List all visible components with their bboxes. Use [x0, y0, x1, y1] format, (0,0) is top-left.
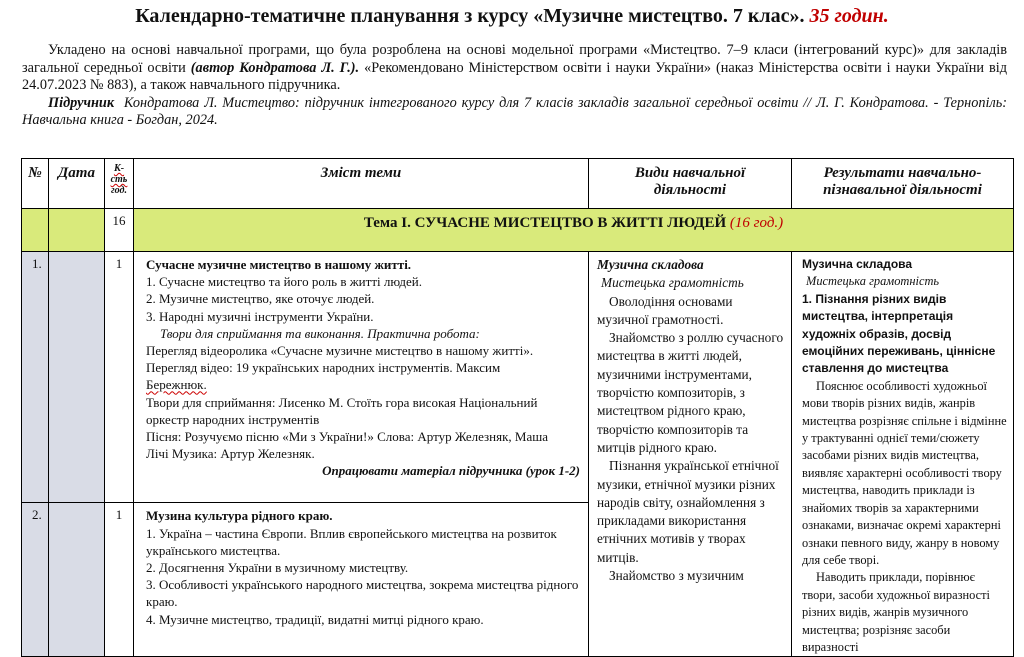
textbook-label: Підручник	[48, 94, 115, 111]
header-results-a: Результати навчально-	[823, 165, 982, 181]
header-results	[792, 159, 1014, 209]
header-content: Зміст теми	[134, 159, 589, 209]
lesson-2-hours: 1	[105, 503, 134, 657]
header-results-b: пізнавальної діяльності	[823, 182, 982, 198]
lesson-2-item-1: 1. Україна – частина Європи. Вплив європейського мистецтва на розвиток українського мистецтва.	[146, 525, 557, 558]
lesson-2-content	[134, 503, 589, 657]
lesson-2-item-3: 3. Особливості українського народного мистецтва, зокрема мистецтва рідного краю.	[146, 577, 579, 610]
lesson-2-item-4: 4. Музичне мистецтво, традиції, видатні митці рідного краю.	[146, 611, 484, 627]
activities-cell	[589, 252, 792, 657]
lesson-1-listen-b: оркестр народних інструментів	[146, 411, 320, 427]
intro-paragraph-1	[22, 42, 1007, 95]
header-hours-b: сть	[110, 174, 128, 185]
topic-date-cell	[49, 209, 105, 252]
lesson-1-hours: 1	[105, 252, 134, 503]
intro-text-a: Укладено на основі навчальної програми, що була розроблена на основі модельної програми «Мистецтво. 7–9 класи (інтегрований курс)» для закладів загальної середньої освіти	[22, 42, 1007, 76]
lesson-1-view-2b: Бережнюк.	[146, 377, 207, 393]
lesson-1-homework: Опрацювати матеріал підручника (урок 1-2)	[322, 463, 580, 479]
activities-heading: Музична складова	[597, 257, 704, 272]
results-heading: Музична складова	[802, 257, 913, 271]
planning-table	[21, 158, 1014, 657]
activities-p3: Пізнання української етнічної музики, етнічної музики різних народів світу, ознайомлення з прикладами використання етнічних мотивів у творах митців.	[597, 458, 779, 565]
lesson-1-view-2a: Перегляд відео: 19 українських народних інструментів. Максим	[146, 360, 501, 376]
lesson-1-item-2: 2. Музичне мистецтво, яке оточує людей.	[146, 291, 375, 307]
header-hours	[105, 159, 134, 209]
activities-p2: Знайомство з роллю сучасного мистецтва в житті людей, музичними інструментами, творчістю композиторів, з мистецтвом рідного краю, творчістю композиторів та митців рідного краю.	[597, 330, 784, 455]
lesson-1-date[interactable]	[49, 252, 105, 503]
lesson-2-heading: Музина культура рідного краю.	[146, 508, 333, 524]
lesson-1-works-label: Твори для сприймання та виконання. Практична робота:	[160, 325, 480, 341]
lesson-1-listen-a: Твори для сприймання: Лисенко М. Стоїть гора високая Національний	[146, 394, 538, 410]
results-p1: Пояснює особливості художньої мови творів різних видів, жанрів мистецтва розрізняє спільне і відмінне у трактуванні однієї теми/сюжету засобами різних видів мистецтва, виявляє характерні особливості твору мистецтва, наводить приклади із знайомих творів за характерними ознаками, визначає окремі характерні ознаки певного виду, жанру в новому для себе творі.	[802, 378, 1007, 567]
lesson-2-date[interactable]	[49, 503, 105, 657]
activities-sub: Мистецька грамотність	[601, 275, 744, 291]
results-p2: Наводить приклади, порівнює твори, засоби художньої виразності різних видів, жанрів музичного мистецтва; розрізняє засоби виразності	[802, 570, 990, 654]
intro-paragraph-2	[22, 95, 1007, 130]
lesson-1-song-b: Лічі Музика: Артур Железняк.	[146, 446, 315, 462]
header-hours-c: год.	[110, 185, 128, 196]
results-bold-1: 1. Пізнання різних видів мистецтва, інтерпретація художніх образів, досвід емоційних переживань, ціннісне ставлення до мистецтва	[802, 291, 996, 376]
results-sub: Мистецька грамотність	[806, 274, 940, 289]
lesson-1-content	[134, 252, 589, 503]
activities-p1: Оволодіння основами музичної грамотності.	[597, 293, 733, 327]
intro-block	[22, 42, 1007, 130]
title-hours: 35 годин.	[809, 5, 889, 27]
lesson-1-song-a: Пісня: Розучуємо пісню «Ми з України!» Слова: Артур Железняк, Маша	[146, 429, 548, 445]
lesson-2-num: 2.	[22, 503, 49, 657]
lesson-row-1	[22, 252, 1014, 503]
document-title	[0, 5, 1024, 28]
header-hours-a: К-	[113, 163, 125, 174]
results-cell	[792, 252, 1014, 657]
lesson-1-heading: Сучасне музичне мистецтво в нашому житті.	[146, 257, 412, 272]
header-date: Дата	[49, 159, 105, 209]
topic-row	[22, 209, 1014, 252]
intro-author: (автор Кондратова Л. Г.).	[190, 59, 360, 76]
title-text: Календарно-тематичне планування з курсу «Музичне мистецтво. 7 клас».	[135, 5, 805, 27]
topic-hours-note: (16 год.)	[729, 215, 784, 231]
topic-title: Тема І. СУЧАСНЕ МИСТЕЦТВО В ЖИТТІ ЛЮДЕЙ	[363, 215, 727, 231]
intro-text-b: «Рекомендовано Міністерством освіти і науки України» (наказ Міністерства освіти і науки України від 24.07.2023 № 883), а також навчального підручника.	[22, 59, 1007, 93]
table-header-row	[22, 159, 1014, 209]
lesson-1-item-1: 1. Сучасне мистецтво та його роль в житті людей.	[146, 274, 422, 290]
header-activities-b: діяльності	[653, 182, 727, 198]
activities-p4: Знайомство з музичним	[609, 568, 744, 584]
textbook-reference: Кондратова Л. Мистецтво: підручник інтегрованого курсу для 7 класів закладів загальної середньої освіти // Л. Г. Кондратова. - Тернопіль: Навчальна книга - Богдан, 2024.	[22, 94, 1007, 128]
header-activities	[589, 159, 792, 209]
topic-title-cell	[134, 209, 1014, 252]
lesson-2-item-2: 2. Досягнення України в музичному мистецтву.	[146, 560, 409, 575]
lesson-1-num: 1.	[22, 252, 49, 503]
header-num: №	[22, 159, 49, 209]
topic-num-cell	[22, 209, 49, 252]
lesson-1-item-3: 3. Народні музичні інструменти України.	[146, 308, 374, 324]
header-activities-a: Види навчальної	[634, 165, 746, 181]
lesson-1-view-1: Перегляд відеоролика «Сучасне музичне мистецтво в нашому житті».	[146, 343, 534, 359]
topic-hours: 16	[105, 209, 134, 252]
